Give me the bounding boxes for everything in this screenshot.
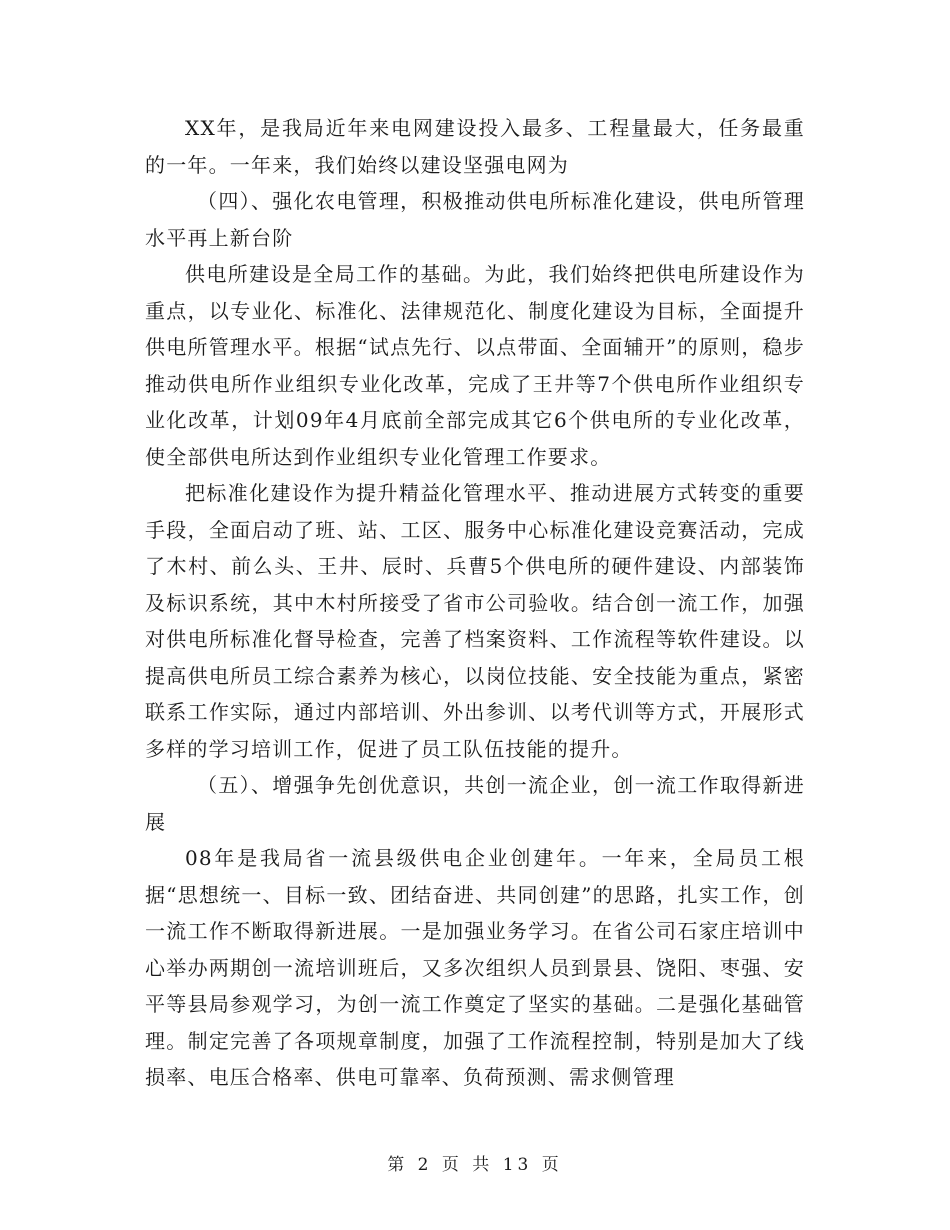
section-heading-5: （五）、增强争先创优意识，共创一流企业，创一流工作取得新进展 xyxy=(145,773,805,834)
paragraph-intro: XX年，是我局近年来电网建设投入最多、工程量最大，任务最重的一年。一年来，我们始终以建设坚强电网为 xyxy=(145,116,805,177)
paragraph-first-class-creation: 08年是我局省一流县级供电企业创建年。一年来，全局员工根据“思想统一、目标一致、团结奋进、共同创建”的思路，扎实工作，创一流工作不断取得新进展。一是加强业务学习。在省公司石家庄培训中心举办两期创一流培训班后，又多次组织人员到景县、饶阳、枣强、安平等县局参观学习，为创一流工作奠定了坚实的基础。二是强化基础管理。制定完善了各项规章制度，加强了工作流程控制，特别是加大了线损率、电压合格率、供电可靠率、负荷预测、需求侧管理 xyxy=(145,846,805,1089)
document-body xyxy=(145,110,805,1096)
page-number-footer: 第 2 页 共 13 页 xyxy=(387,1155,563,1175)
paragraph-power-station-construction: 供电所建设是全局工作的基础。为此，我们始终把供电所建设作为重点，以专业化、标准化、法律规范化、制度化建设为目标，全面提升供电所管理水平。根据“试点先行、以点带面、全面辅开”的原则，稳步推动供电所作业组织专业化改革，完成了王井等7个供电所作业组织专业化改革，计划09年4月底前全部完成其它6个供电所的专业化改革，使全部供电所达到作业组织专业化管理工作要求。 xyxy=(145,262,805,469)
paragraph-standardization: 把标准化建设作为提升精益化管理水平、推动进展方式转变的重要手段，全面启动了班、站、工区、服务中心标准化建设竞赛活动，完成了木村、前么头、王井、辰时、兵曹5个供电所的硬件建设、内部装饰及标识系统，其中木村所接受了省市公司验收。结合创一流工作，加强对供电所标准化督导检查，完善了档案资料、工作流程等软件建设。以提高供电所员工综合素养为核心，以岗位技能、安全技能为重点，紧密联系工作实际，通过内部培训、外出参训、以考代训等方式，开展形式多样的学习培训工作，促进了员工队伍技能的提升。 xyxy=(145,481,805,761)
section-heading-4: （四）、强化农电管理，积极推动供电所标准化建设，供电所管理水平再上新台阶 xyxy=(145,189,805,250)
